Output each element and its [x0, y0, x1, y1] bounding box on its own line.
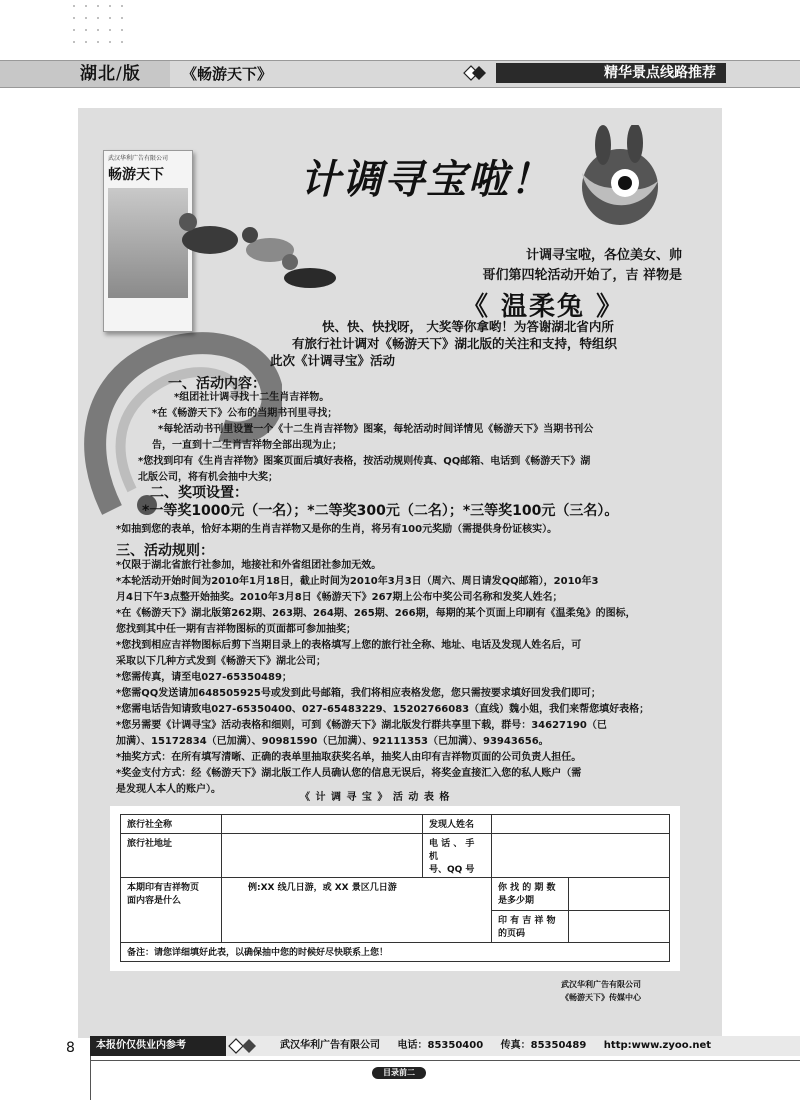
- rule-item: *在《畅游天下》湖北版第262期、263期、264期、265期、266期，每期的某个页面上印刷有《温柔兔》的图标，: [116, 608, 636, 619]
- thanks-line-2: 有旅行社计调对《畅游天下》湖北版的关注和支持，特组织: [292, 336, 618, 351]
- company-line-1: 武汉华利广告有限公司: [561, 980, 641, 989]
- footer-fax: 传真：85350489: [500, 1040, 587, 1051]
- section1-item: 告，一直到十二生肖吉祥物全部出现为止；: [152, 440, 342, 451]
- finder-name-input[interactable]: [492, 815, 670, 834]
- page-header: [0, 60, 800, 88]
- rule-item: 您找到其中任一期有吉祥物图标的页面都可参加抽奖；: [116, 624, 356, 635]
- decorative-dot-grid: [68, 0, 128, 50]
- section1-heading: 一、活动内容：: [168, 376, 266, 392]
- prize-list: *一等奖1000元（一名）；*二等奖300元（二名）；*三等奖100元（三名）。: [142, 503, 619, 519]
- rule-item: 是发现人本人的账户）。: [116, 784, 221, 795]
- section3-heading: 三、活动规则：: [116, 543, 214, 559]
- rule-item: *奖金支付方式：经《畅游天下》湖北版工作人员确认您的信息无误后，将奖金直接汇入您的私人账户（需: [116, 768, 582, 779]
- form-remark: 备注：请您详细填好此表，以确保抽中您的时候好尽快联系上您！: [121, 943, 670, 962]
- rule-item: *您另需要《计调寻宝》活动表格和细则，可到《畅游天下》湖北版发行群共享里下载，群号：34627190（已: [116, 720, 607, 731]
- page-num-label: [492, 910, 569, 943]
- section1-item: *您找到印有《生肖吉祥物》图案页面后填好表格，按活动规则传真、QQ邮箱、电话到《畅游天下》湖: [138, 456, 591, 467]
- footer-divider: [90, 1060, 800, 1061]
- agency-address-input[interactable]: [222, 834, 423, 878]
- entry-form-table: [120, 814, 670, 962]
- footer-vertical-rule: [90, 1056, 91, 1100]
- phone-label-line-2: 号、QQ 号: [429, 865, 475, 875]
- mascot-page-label-line-2: 面内容是什么: [127, 896, 182, 906]
- rule-item: *您需QQ发送请加648505925号或发到此号邮箱，我们将相应表格发您，您只需按要求填好回发我们即可；: [116, 688, 601, 699]
- prize-bonus-note: *如抽到您的表单，恰好本期的生肖吉祥物又是你的生肖，将另有100元奖励（需提供身份证核实）。: [116, 524, 558, 535]
- edition-label: 湖北/版: [0, 61, 170, 87]
- footer-bar: [90, 1036, 800, 1056]
- rule-item: *仅限于湖北省旅行社参加，地接社和外省组团社参加无效。: [116, 560, 382, 571]
- agency-name-label: 旅行社全称: [121, 815, 222, 834]
- footer-website[interactable]: http:www.zyoo.net: [603, 1040, 712, 1051]
- rule-item: *您找到相应吉祥物图标后剪下当期目录上的表格填写上您的旅行社全称、地址、电话及发现人姓名后，可: [116, 640, 582, 651]
- finder-name-label: 发现人姓名: [423, 815, 492, 834]
- phone-label-line-1: 电 话 、 手 机: [429, 839, 475, 862]
- phone-input[interactable]: [492, 834, 670, 878]
- cover-title: 畅游天下: [108, 167, 164, 183]
- page-num-label-line-1: 印 有 吉 祥 物: [498, 915, 556, 926]
- issue-input[interactable]: [569, 878, 670, 911]
- footer-company: 武汉华利广告有限公司: [280, 1040, 380, 1051]
- section1-item: 北版公司，将有机会抽中大奖；: [138, 472, 278, 483]
- footer-phone: 电话：85350400: [397, 1040, 484, 1051]
- thanks-line-1: 快、快、快找呀， 大奖等你拿哟！为答谢湖北省内所: [322, 319, 614, 334]
- diamond-arrow-icon: [462, 64, 492, 82]
- rule-item: *您需传真，请至电027-65350489；: [116, 672, 292, 683]
- section1-item: *每轮活动书刊里设置一个《十二生肖吉祥物》图案，每轮活动时间详情见《畅游天下》当期书刊公: [158, 424, 594, 435]
- issue-label: [492, 878, 569, 911]
- intro-text: [482, 246, 682, 286]
- mascot-page-input[interactable]: [222, 878, 492, 943]
- gentle-rabbit-mascot: [565, 125, 675, 230]
- company-line-2: 《畅游天下》传媒中心: [561, 993, 641, 1002]
- page-num-label-line-2: 的页码: [498, 928, 526, 939]
- page-number: 8: [66, 1040, 75, 1056]
- intro-line-2: 哥们第四轮活动开始了，吉 祥物是: [482, 268, 682, 283]
- example-hint: 例:XX 线几日游，或 XX 景区几日游: [248, 883, 397, 893]
- rule-item: *抽奖方式：在所有填写清晰、正确的表单里抽取获奖名单，抽奖人由印有吉祥物页面的公司负责人担任。: [116, 752, 582, 763]
- headline: 计调寻宝啦！: [300, 156, 552, 203]
- rule-item: 采取以下几种方式发到《畅游天下》湖北公司；: [116, 656, 326, 667]
- rule-item: *本轮活动开始时间为2010年1月18日，截止时间为2010年3月3日（周六、周日请发QQ邮箱），2010年3: [116, 576, 599, 587]
- form-caption: 《 计 调 寻 宝 》 活 动 表 格: [300, 792, 451, 803]
- agency-name-input[interactable]: [222, 815, 423, 834]
- section1-item: *组团社计调寻找十二生肖吉祥物。: [174, 392, 330, 403]
- jumping-people-photo: [170, 200, 350, 310]
- mascot-page-label-line-1: 本期印有吉祥物页: [127, 883, 200, 893]
- mascot-page-label: [121, 878, 222, 943]
- entry-form: [110, 806, 680, 971]
- company-signature: [561, 978, 641, 1004]
- cover-top-text: 武汉华利广告有限公司: [108, 155, 169, 162]
- magazine-title: 《畅游天下》: [182, 65, 273, 83]
- phone-label: [423, 834, 492, 878]
- page-num-input[interactable]: [569, 910, 670, 943]
- rule-item: 月4日下午3点整开始抽奖。2010年3月8日《畅游天下》267期上公布中奖公司名称和发奖人姓名；: [116, 592, 563, 603]
- section3-body: [116, 558, 716, 798]
- mascot-name: 《 温柔兔 》: [462, 292, 625, 322]
- section1-body: [138, 390, 704, 486]
- thanks-line-3: 此次《计调寻宝》活动: [270, 353, 396, 368]
- footer-arrow-icon: [228, 1038, 262, 1054]
- issue-label-line-2: 是多少期: [498, 896, 535, 906]
- issue-label-line-1: 你 找 的 期 数: [498, 883, 556, 893]
- toc-button[interactable]: 目录前二: [372, 1067, 426, 1079]
- agency-address-label: 旅行社地址: [121, 834, 222, 878]
- section2-heading: 二、奖项设置：: [150, 485, 248, 501]
- rule-item: *您需电话告知请致电027-65350400、027-65483229、15202766083（直线）魏小姐，我们来帮您填好表格；: [116, 704, 650, 715]
- section-title: 精华景点线路推荐: [496, 63, 726, 83]
- edition-region: 湖北: [80, 64, 116, 84]
- footer-contact: [280, 1036, 725, 1056]
- section1-item: *在《畅游天下》公布的当期书刊里寻找；: [152, 408, 338, 419]
- edition-suffix: 版: [122, 64, 141, 84]
- footer-disclaimer: 本报价仅供业内参考: [90, 1036, 226, 1056]
- intro-line-1: 计调寻宝啦，各位美女、帅: [525, 248, 682, 263]
- rule-item: 加满）、15172834（已加满）、90981590（已加满）、92111353（已加满）、93943656。: [116, 736, 549, 747]
- thanks-text: [270, 318, 684, 369]
